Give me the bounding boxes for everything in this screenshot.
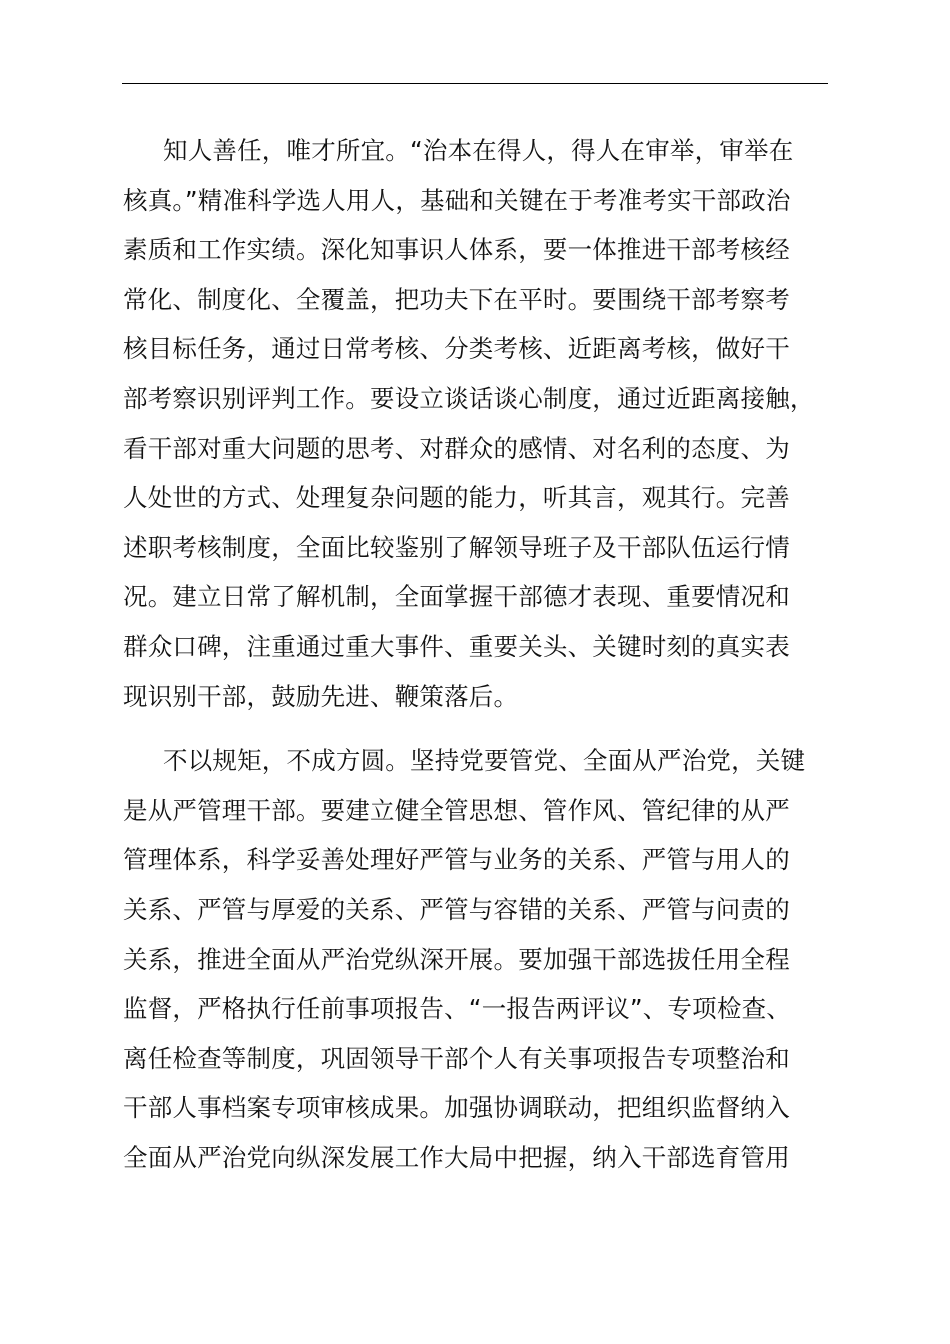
text-line: 常化、制度化、全覆盖，把功夫下在平时。要围绕干部考察考 bbox=[123, 284, 790, 314]
text-line: 况。建立日常了解机制，全面掌握干部德才表现、重要情况和 bbox=[123, 582, 790, 612]
text-line: 离任检查等制度，巩固领导干部个人有关事项报告专项整治和 bbox=[123, 1043, 790, 1073]
text-line: 管理体系，科学妥善处理好严管与业务的关系、严管与用人的 bbox=[123, 845, 790, 875]
paragraph-spacer bbox=[123, 721, 833, 736]
text-line: 关系，推进全面从严治党纵深开展。要加强干部选拔任用全程 bbox=[123, 944, 790, 974]
text-line: 部考察识别评判工作。要设立谈话谈心制度，通过近距离接触， bbox=[123, 383, 815, 413]
text-line: 人处世的方式、处理复杂问题的能力，听其言，观其行。完善 bbox=[123, 483, 790, 513]
text-line: 不以规矩，不成方圆。坚持党要管党、全面从严治党，关键 bbox=[163, 746, 806, 776]
text-line: 核目标任务，通过日常考核、分类考核、近距离考核，做好干 bbox=[123, 334, 790, 364]
text-line: 监督，严格执行任前事项报告、“一报告两评议”、专项检查、 bbox=[123, 994, 791, 1024]
header-rule bbox=[122, 83, 828, 84]
text-line: 是从严管理干部。要建立健全管思想、管作风、管纪律的从严 bbox=[123, 795, 790, 825]
text-line: 群众口碑，注重通过重大事件、重要关头、关键时刻的真实表 bbox=[123, 631, 790, 661]
text-line: 看干部对重大问题的思考、对群众的感情、对名利的态度、为 bbox=[123, 433, 790, 463]
text-line: 述职考核制度，全面比较鉴别了解领导班子及干部队伍运行情 bbox=[123, 532, 790, 562]
text-line: 核真。”精准科学选人用人，基础和关键在于考准考实干部政治 bbox=[123, 185, 791, 215]
text-line: 现识别干部，鼓励先进、鞭策落后。 bbox=[123, 681, 519, 711]
body-text bbox=[123, 126, 833, 1182]
text-line: 干部人事档案专项审核成果。加强协调联动，把组织监督纳入 bbox=[123, 1093, 790, 1123]
text-line: 素质和工作实绩。深化知事识人体系，要一体推进干部考核经 bbox=[123, 235, 790, 265]
text-line: 全面从严治党向纵深发展工作大局中把握，纳入干部选育管用 bbox=[123, 1142, 790, 1172]
text-line: 关系、严管与厚爱的关系、严管与容错的关系、严管与问责的 bbox=[123, 894, 790, 924]
paragraph-2 bbox=[123, 736, 833, 1182]
paragraph-1 bbox=[123, 126, 833, 721]
text-line: 知人善任，唯才所宜。“治本在得人，得人在审举，审举在 bbox=[163, 136, 794, 165]
